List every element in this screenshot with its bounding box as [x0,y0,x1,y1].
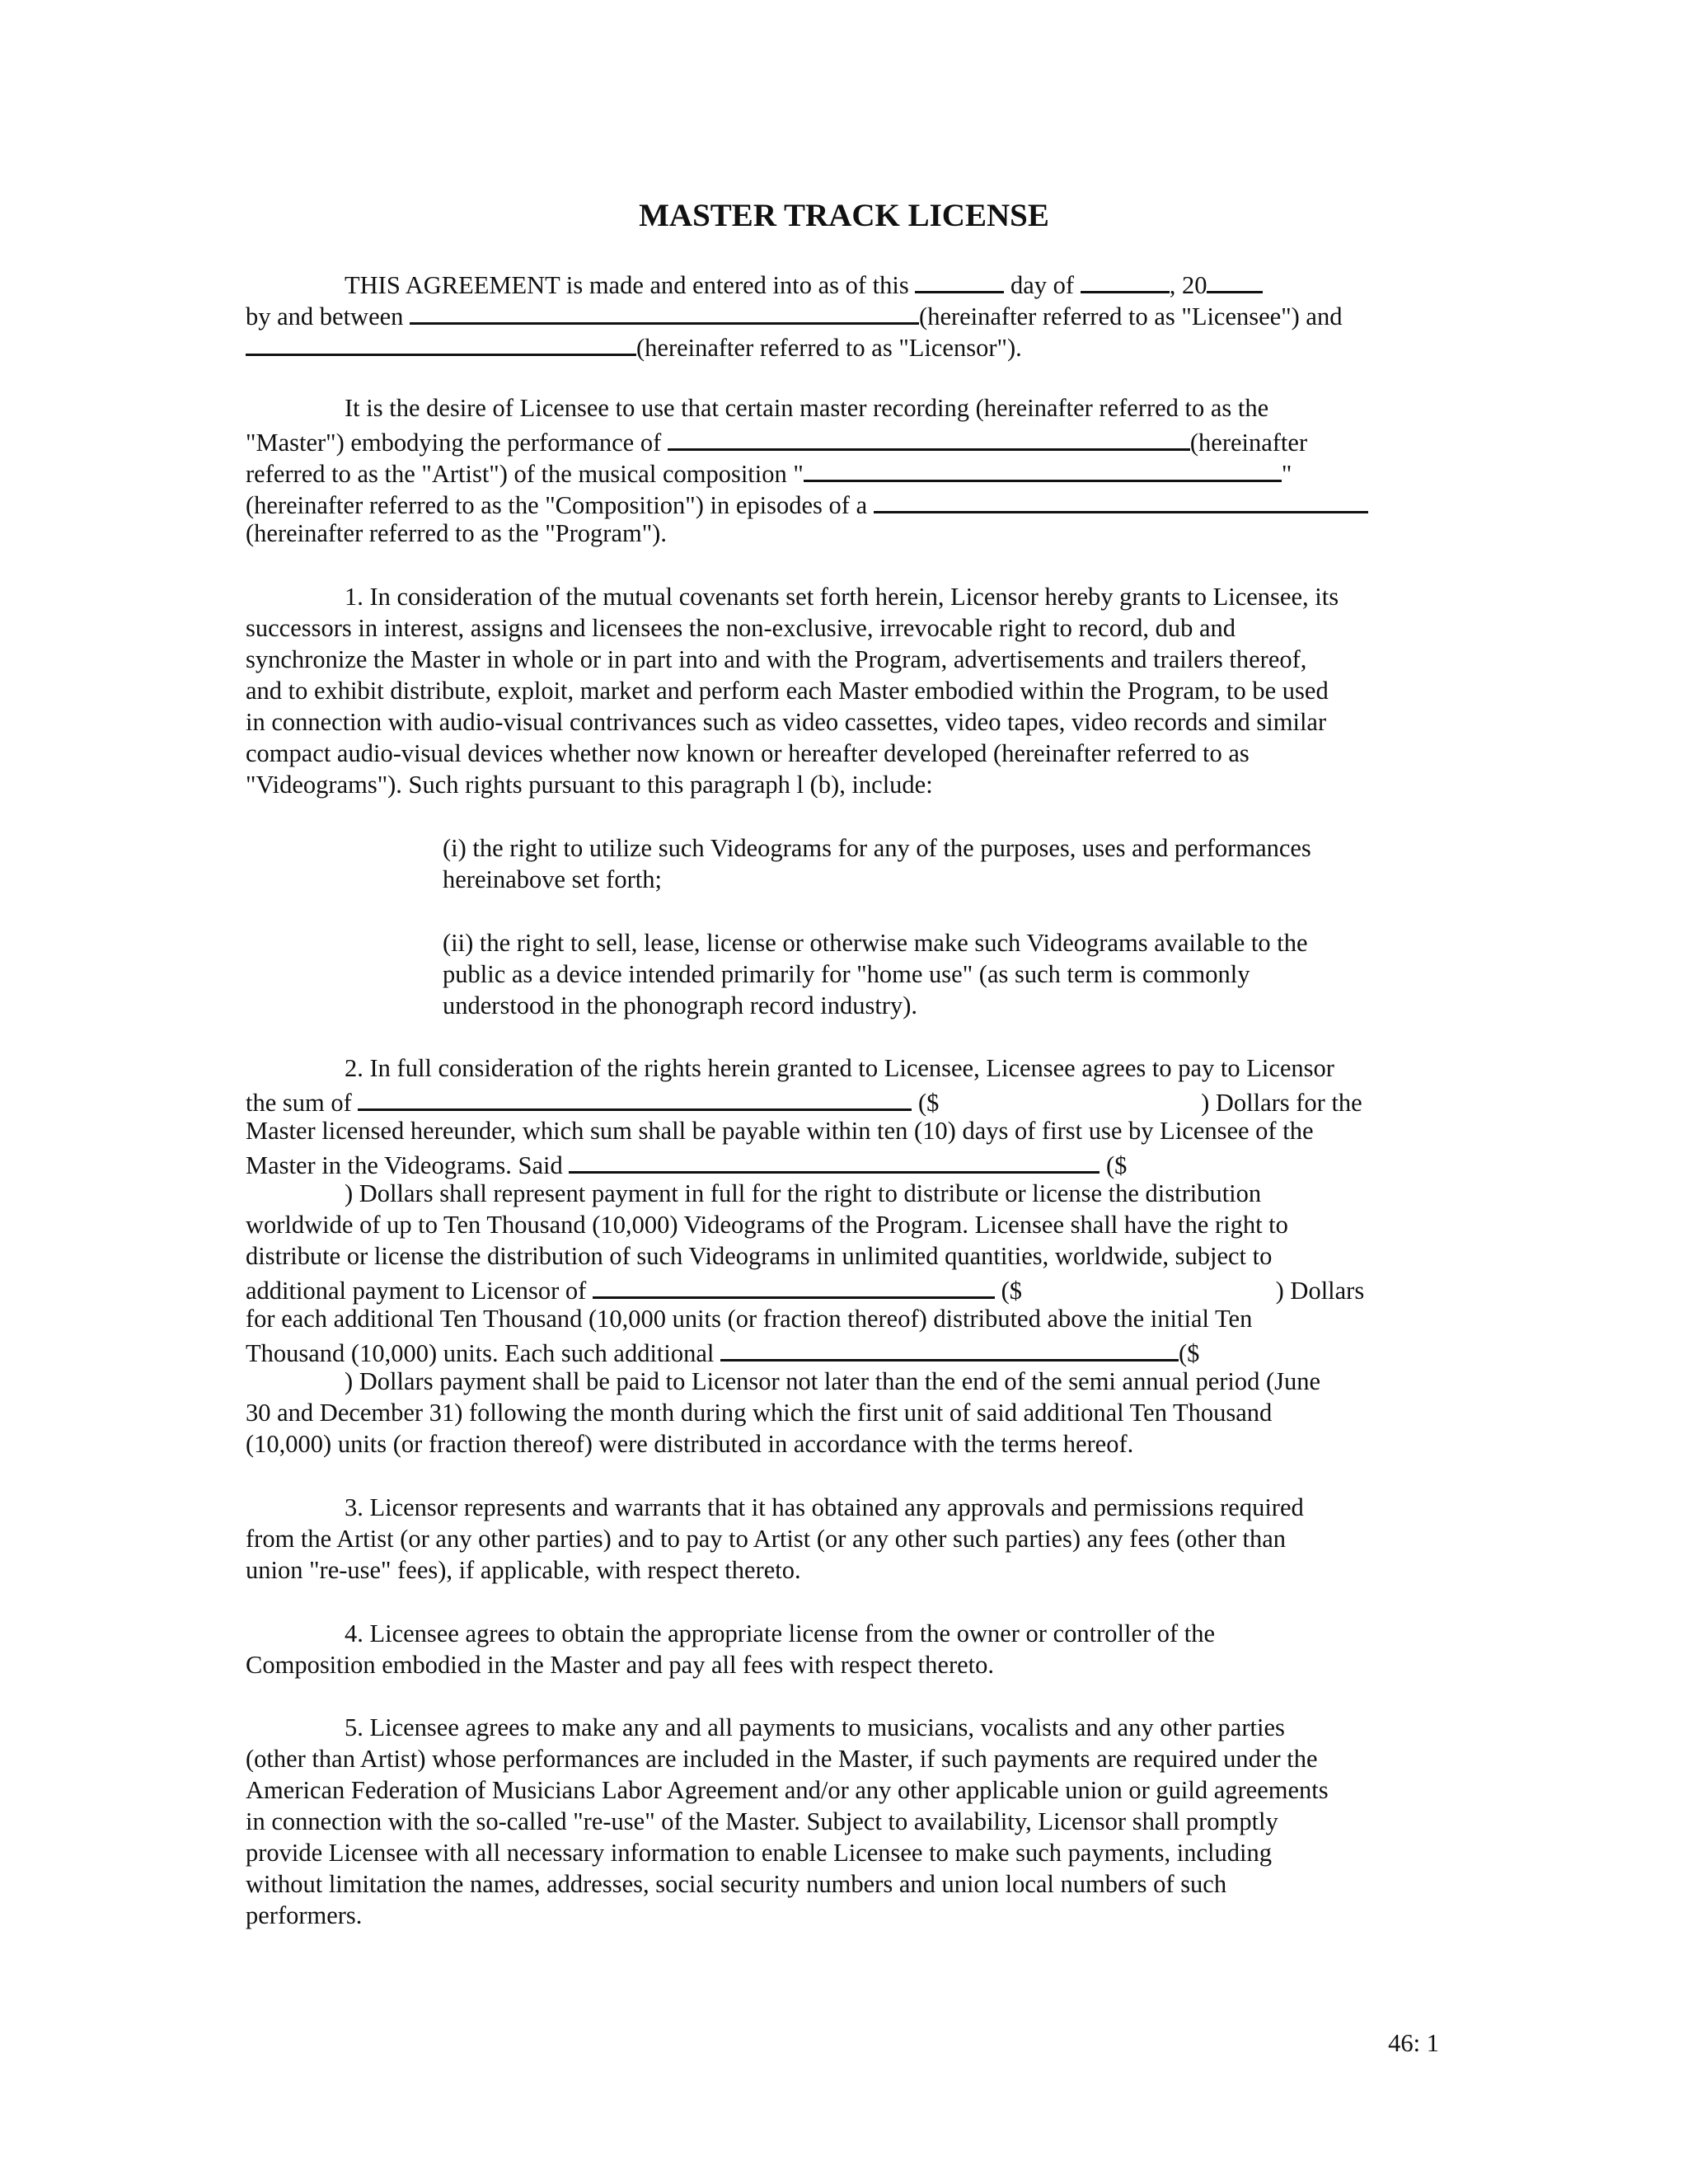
para-2-line: worldwide of up to Ten Thousand (10,000) Videograms of the Program. Licensee shall have the right to [246,1211,1288,1239]
document-title: MASTER TRACK LICENSE [639,198,1049,233]
intro-line-1 [345,266,1263,298]
para-2-line: Master licensed hereunder, which sum shall be payable within ten (10) days of first use by Licensee of the [246,1117,1314,1145]
para-2-line: distribute or license the distribution of such Videograms in unlimited quantities, worldwide, subject to [246,1242,1273,1270]
para-3-line: 3. Licensor represents and warrants that it has obtained any approvals and permissions required [345,1493,1304,1521]
para-2-text: Thousand (10,000) units. Each such additional [246,1339,715,1367]
para-1-line: successors in interest, assigns and licensees the non-exclusive, irrevocable right to record, dub and [246,614,1236,642]
intro-text: by and between [246,302,404,330]
sum-words-blank[interactable] [358,1084,912,1111]
para-5-line: in connection with the so-called "re-use" of the Master. Subject to availability, Licensor shall promptly [246,1807,1278,1835]
para-2-text: the sum of [246,1089,352,1117]
para-2-text: ) Dollars for the [1201,1089,1362,1117]
para-2-text: ($ [918,1089,940,1117]
desire-text: referred to as the "Artist") of the musical composition " [246,460,804,488]
para-2-line: ) Dollars shall represent payment in full for the right to distribute or license the distribution [345,1179,1262,1207]
para-2-line: 2. In full consideration of the rights herein granted to Licensee, Licensee agrees to pay to Licensor [345,1054,1334,1082]
licensor-name-blank[interactable] [246,329,636,356]
each-additional-blank[interactable] [720,1334,1179,1361]
para-2-line [246,1272,1364,1303]
intro-line-3 [246,329,1022,360]
additional-payment-blank[interactable] [593,1272,995,1299]
para-5-line: 5. Licensee agrees to make any and all payments to musicians, vocalists and any other parties [345,1713,1285,1741]
desire-line-5: (hereinafter referred to as the "Program"). [246,519,667,547]
para-1-sub-i-line: (i) the right to utilize such Videograms for any of the purposes, uses and performances [443,834,1311,862]
para-3-line: from the Artist (or any other parties) and to pay to Artist (or any other such parties) any fees (other than [246,1525,1286,1553]
para-1-line: "Videograms"). Such rights pursuant to this paragraph l (b), include: [246,771,933,799]
said-amount-blank[interactable] [569,1146,1100,1174]
para-2-text: ) Dollars [1275,1277,1365,1305]
para-2-text: additional payment to Licensor of [246,1277,587,1305]
para-2-line: (10,000) units (or fraction thereof) were distributed in accordance with the terms hereof. [246,1430,1134,1458]
intro-text: day of [1010,271,1075,299]
month-blank[interactable] [1081,266,1170,293]
intro-text: (hereinafter referred to as "Licensee") and [919,302,1343,330]
para-1-sub-ii-line: (ii) the right to sell, lease, license or otherwise make such Videograms available to the [443,929,1308,957]
composition-blank[interactable] [804,455,1282,482]
para-1-line: 1. In consideration of the mutual covenants set forth herein, Licensor hereby grants to Licensee, its [345,583,1339,611]
desire-line-4 [246,486,1368,518]
para-2-line [246,1084,1362,1115]
day-blank[interactable] [915,266,1004,293]
para-5-line: (other than Artist) whose performances are included in the Master, if such payments are required under the [246,1745,1318,1773]
para-2-line [246,1146,1127,1178]
para-2-text: ($ [1179,1339,1200,1367]
para-3-line: union "re-use" fees), if applicable, with respect thereto. [246,1556,801,1584]
para-1-line: in connection with audio-visual contrivances such as video cassettes, video tapes, video records and similar [246,708,1327,736]
year-blank[interactable] [1207,266,1263,293]
licensee-name-blank[interactable] [410,298,919,325]
para-1-line: synchronize the Master in whole or in part into and with the Program, advertisements and trailers thereof, [246,645,1307,673]
desire-text: (hereinafter [1189,429,1308,457]
para-1-sub-i-line: hereinabove set forth; [443,865,662,893]
desire-text: " [1281,460,1292,488]
para-2-text: Master in the Videograms. Said [246,1151,563,1179]
para-4-line: 4. Licensee agrees to obtain the appropriate license from the owner or controller of the [345,1619,1216,1647]
para-5-line: provide Licensee with all necessary information to enable Licensee to make such payments, including [246,1839,1273,1867]
desire-line-2 [246,424,1307,455]
intro-text: THIS AGREEMENT is made and entered into as of this [345,271,909,299]
desire-line-3 [246,455,1292,486]
para-2-line: for each additional Ten Thousand (10,000 units (or fraction thereof) distributed above the initial Ten [246,1305,1253,1333]
page-number: 46: 1 [1388,2029,1439,2057]
para-1-line: and to exhibit distribute, exploit, market and perform each Master embodied within the Program, to be used [246,677,1329,705]
para-2-line: ) Dollars payment shall be paid to Licensor not later than the end of the semi annual period (June [345,1367,1321,1395]
para-2-text: ($ [1105,1151,1128,1179]
desire-text: (hereinafter referred to as the "Composition") in episodes of a [246,491,868,519]
desire-line-1: It is the desire of Licensee to use that certain master recording (hereinafter referred to as the [345,394,1269,422]
para-5-line: American Federation of Musicians Labor Agreement and/or any other applicable union or guild agreements [246,1776,1329,1804]
intro-text: , 20 [1169,271,1207,299]
para-1-line: compact audio-visual devices whether now known or hereafter developed (hereinafter referred to as [246,739,1250,767]
para-5-line: without limitation the names, addresses, social security numbers and union local numbers of such [246,1870,1227,1898]
para-2-line: 30 and December 31) following the month during which the first unit of said additional Ten Thousand [246,1399,1273,1427]
para-2-line [246,1334,1199,1366]
desire-text: "Master") embodying the performance of [246,429,662,457]
intro-text: (hereinafter referred to as "Licensor"). [636,334,1022,362]
para-1-sub-ii-line: public as a device intended primarily for "home use" (as such term is commonly [443,960,1250,988]
intro-line-2 [246,298,1342,329]
para-2-text: ($ [1001,1277,1023,1305]
para-5-line: performers. [246,1901,363,1929]
para-1-sub-ii-line: understood in the phonograph record industry). [443,991,917,1019]
program-blank[interactable] [874,486,1368,513]
para-4-line: Composition embodied in the Master and pay all fees with respect thereto. [246,1651,994,1679]
artist-blank[interactable] [668,424,1190,451]
